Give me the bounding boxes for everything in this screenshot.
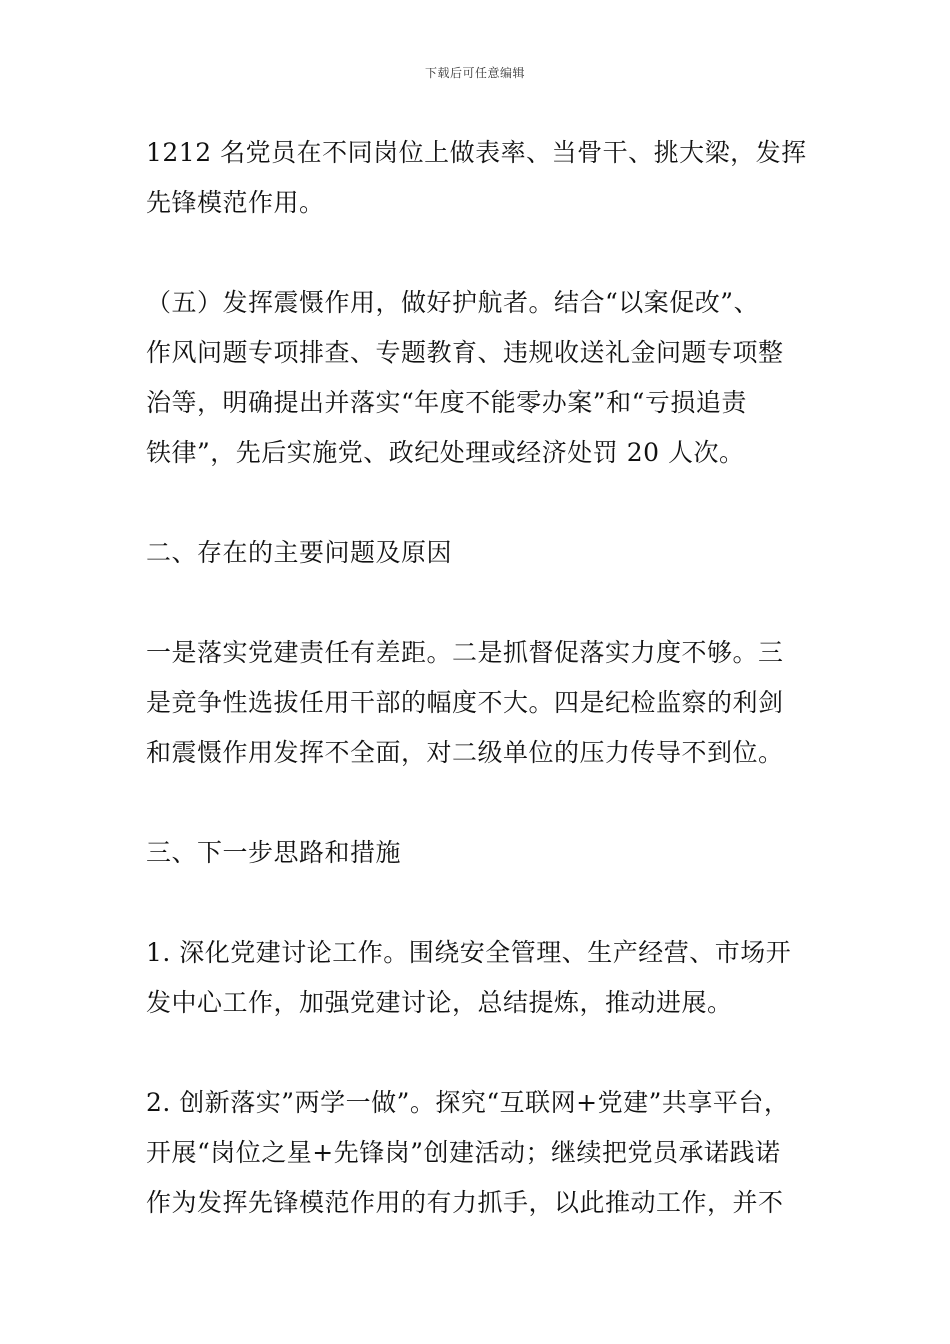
paragraph-deterrence (146, 278, 811, 478)
paragraph-gap (146, 478, 811, 528)
heading-text: 二、存在的主要问题及原因 (146, 538, 453, 567)
heading-text: 三、下一步思路和措施 (146, 838, 402, 867)
paragraph-measure-1 (146, 928, 811, 1028)
text-line: 铁律”，先后实施党、政纪处理或经济处罚 20 人次。 (146, 438, 745, 467)
paragraph-gap (146, 878, 811, 928)
text-line: 是竞争性选拔任用干部的幅度不大。四是纪检监察的利剑 (146, 688, 784, 717)
paragraph-problems (146, 628, 811, 778)
text-line: 作风问题专项排查、专题教育、违规收送礼金问题专项整 (146, 338, 784, 367)
document-body (146, 128, 811, 1228)
page-header: 下载后可任意编辑 (424, 66, 525, 80)
text-line: 2. 创新落实”两学一做”。探究“互联网+党建”共享平台， (146, 1088, 790, 1117)
text-line: （五）发挥震慑作用，做好护航者。结合“以案促改”、 (146, 288, 760, 317)
text-line: 作为发挥先锋模范作用的有力抓手，以此推动工作，并不 (146, 1188, 784, 1217)
text-line: 先锋模范作用。 (146, 188, 325, 217)
paragraph-gap (146, 1028, 811, 1078)
paragraph-party-members (146, 128, 811, 228)
paragraph-gap (146, 228, 811, 278)
section-heading-problems (146, 528, 811, 578)
text-line: 和震慑作用发挥不全面，对二级单位的压力传导不到位。 (146, 738, 784, 767)
text-line: 治等，明确提出并落实“年度不能零办案”和“亏损追责 (146, 388, 747, 417)
text-line: 开展“岗位之星+先锋岗”创建活动；继续把党员承诺践诺 (146, 1138, 781, 1167)
text-line: 1212 名党员在不同岗位上做表率、当骨干、挑大梁，发挥 (146, 138, 807, 167)
text-line: 1. 深化党建讨论工作。围绕安全管理、生产经营、市场开 (146, 938, 792, 967)
paragraph-measure-2 (146, 1078, 811, 1228)
text-line: 发中心工作，加强党建讨论，总结提炼，推动进展。 (146, 988, 733, 1017)
text-line: 一是落实党建责任有差距。二是抓督促落实力度不够。三 (146, 638, 784, 667)
paragraph-gap (146, 578, 811, 628)
section-heading-next-steps (146, 828, 811, 878)
paragraph-gap (146, 778, 811, 828)
